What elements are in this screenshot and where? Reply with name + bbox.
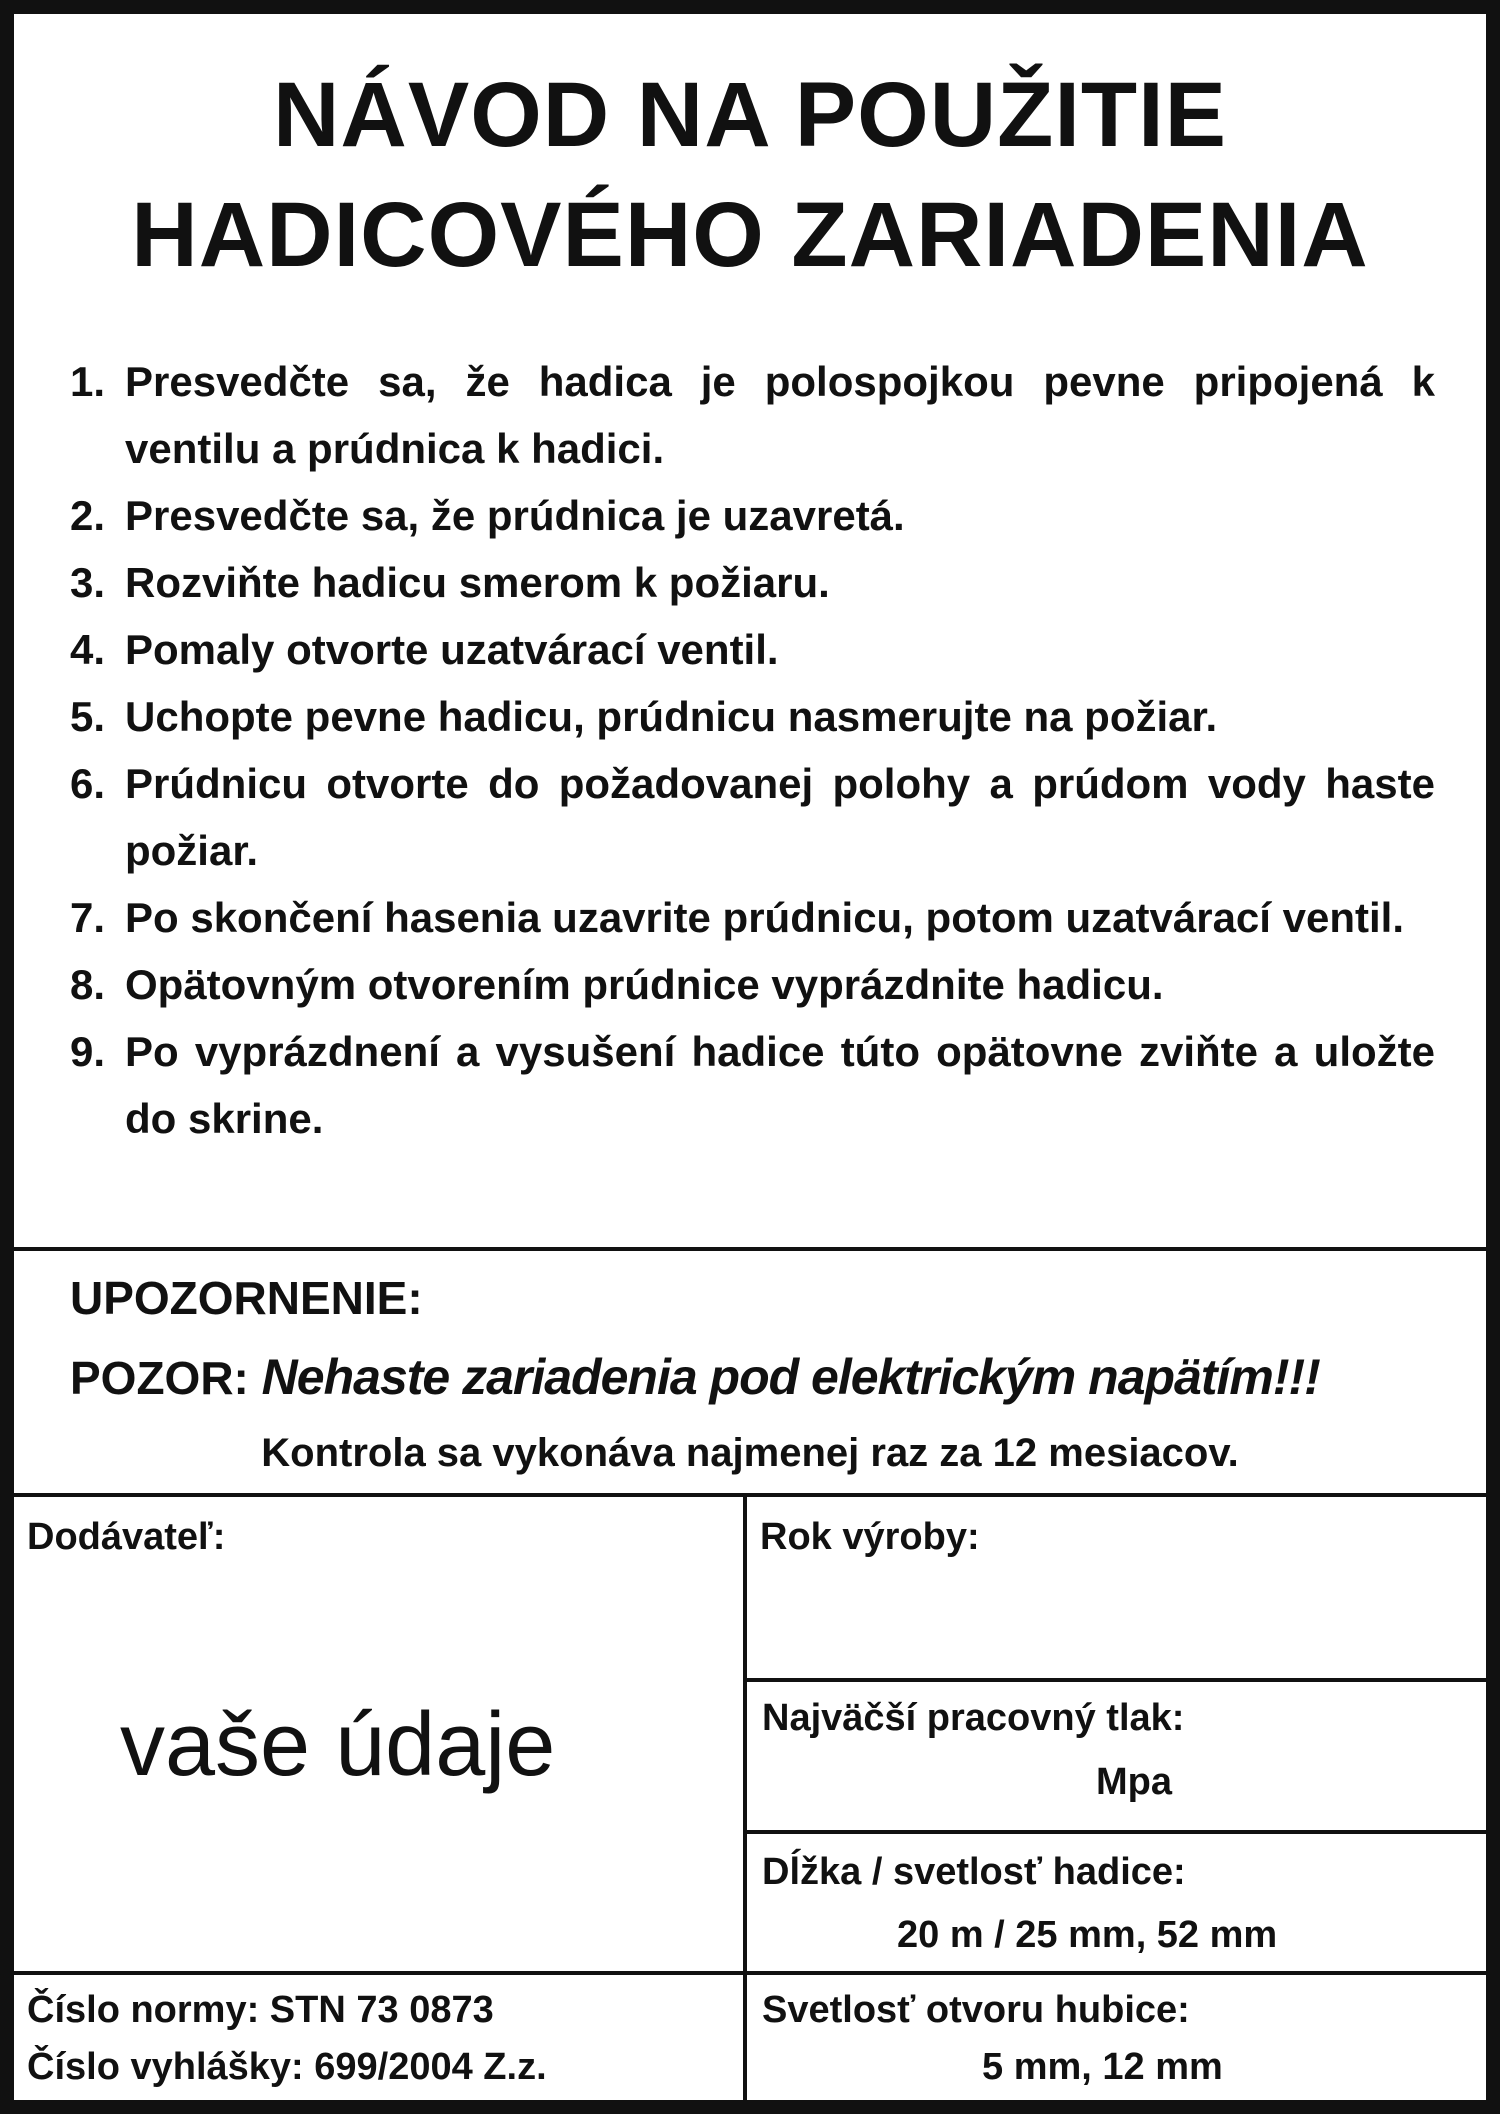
divider-pressure [745, 1830, 1486, 1834]
step-text: Uchopte pevne hadicu, prúdnicu nasmerujte na požiar. [125, 693, 1218, 740]
nozzle-value: 5 mm, 12 mm [982, 2046, 1223, 2088]
list-item [70, 1018, 1435, 1152]
supplier-label: Dodávateľ: [27, 1516, 226, 1558]
step-text: Rozviňte hadicu smerom k požiaru. [125, 559, 830, 606]
year-label: Rok výroby: [760, 1516, 980, 1558]
length-value: 20 m / 25 mm, 52 mm [897, 1914, 1278, 1956]
divider-bottom [14, 1971, 1486, 1975]
step-text: Presvedčte sa, že prúdnica je uzavretá. [125, 492, 905, 539]
step-number: 1. [70, 358, 106, 405]
nozzle-label: Svetlosť otvoru hubice: [762, 1989, 1190, 2031]
pressure-label: Najväčší pracovný tlak: [762, 1697, 1185, 1739]
step-text: Po skončení hasenia uzavrite prúdnicu, potom uzatvárací ventil. [125, 894, 1404, 941]
list-item [70, 482, 1435, 549]
pressure-unit: Mpa [1096, 1761, 1172, 1803]
title-line-1: NÁVOD NA POUŽITIE [272, 64, 1228, 166]
list-item [70, 348, 1435, 482]
instruction-list [70, 348, 1435, 1152]
title-line-2: HADICOVÉHO ZARIADENIA [131, 184, 1369, 286]
warning-line [70, 1347, 1320, 1408]
divider-vertical [743, 1493, 747, 2100]
divider-year [745, 1678, 1486, 1682]
step-text: Opätovným otvorením prúdnice vyprázdnite hadicu. [125, 961, 1164, 1008]
supplier-value: vaše údaje [120, 1695, 556, 1795]
step-number: 6. [70, 760, 106, 807]
list-item [70, 549, 1435, 616]
pozor-label: POZOR: [70, 1352, 249, 1404]
list-item [70, 951, 1435, 1018]
list-item [70, 683, 1435, 750]
list-item [70, 616, 1435, 683]
divider-top [14, 1247, 1486, 1251]
step-number: 2. [70, 492, 106, 539]
step-number: 5. [70, 693, 106, 740]
step-number: 9. [70, 1028, 106, 1075]
length-label: Dĺžka / svetlosť hadice: [762, 1851, 1186, 1893]
inspection-note: Kontrola sa vykonáva najmenej raz za 12 mesiacov. [261, 1431, 1239, 1475]
pozor-text: Nehaste zariadenia pod elektrickým napätím!!! [261, 1349, 1320, 1405]
step-text: Pomaly otvorte uzatvárací ventil. [125, 626, 779, 673]
warning-heading: UPOZORNENIE: [70, 1272, 423, 1324]
step-number: 8. [70, 961, 106, 1008]
divider-middle [14, 1493, 1486, 1497]
decree-line: Číslo vyhlášky: 699/2004 Z.z. [27, 2046, 547, 2088]
norm-line: Číslo normy: STN 73 0873 [27, 1989, 494, 2031]
step-text: Po vyprázdnení a vysušení hadice túto opätovne zviňte a uložte do skrine. [125, 1028, 1435, 1142]
list-item [70, 884, 1435, 951]
list-item [70, 750, 1435, 884]
step-number: 3. [70, 559, 106, 606]
step-text: Prúdnicu otvorte do požadovanej polohy a prúdom vody haste požiar. [125, 760, 1435, 874]
step-text: Presvedčte sa, že hadica je polospojkou pevne pripojená k ventilu a prúdnica k hadici. [125, 358, 1435, 472]
step-number: 7. [70, 894, 106, 941]
step-number: 4. [70, 626, 106, 673]
